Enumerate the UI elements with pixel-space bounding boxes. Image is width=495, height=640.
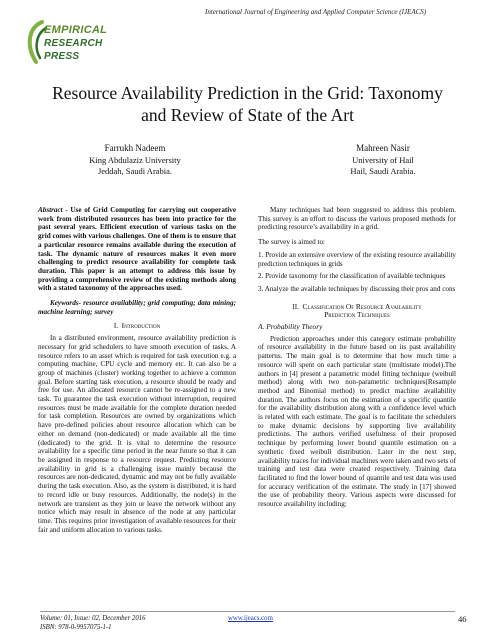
survey-intro: Many techniques had been suggested to address this problem. This survey is an effort to discuss the various proposed methods for predicting resource’s availability in a grid.: [258, 206, 456, 232]
journal-header: International Journal of Engineering and Applied Computer Science (IJEACS): [205, 8, 427, 16]
author-2: [318, 143, 448, 178]
section-2-title-line-1: Classification Of Resource Availability: [302, 301, 422, 311]
author-affiliation: University of Hail: [352, 154, 414, 165]
author-location: Jeddah, Saudi Arabia.: [97, 166, 173, 176]
section-1-title: Introduction: [121, 321, 161, 331]
keywords: [38, 299, 236, 316]
author-location: Hail, Saudi Arabia.: [350, 166, 416, 176]
left-column: [38, 206, 236, 534]
keywords-label: Keywords-: [50, 299, 81, 308]
logo-line-2: RESEARCH: [44, 38, 103, 49]
survey-aim-label: The survey is aimed to:: [258, 238, 326, 247]
abstract-text: - Use of Grid Computing for carrying out cooperative work from distributed resources has been into practice for the past several years. Efficient execution of various tasks on the grid comes with various challenges. One of them is to ensure that a particular resource remains available during the execution of task. The dynamic nature of resources makes it even more challenging to predict resource availability for complete task duration. This paper is an attempt to address this issue by providing a comprehensive review of the existing methods along with a stated taxonomy of the approaches used.: [38, 206, 236, 293]
footer-isbn: ISBN: 978-0-9957075-1-1: [40, 623, 112, 631]
paper-title: Resource Availability Prediction in the Grid: Taxonomy and Review of State of the Art: [52, 83, 443, 125]
survey-aim-2: 2. Provide taxonomy for the classification of available techniques: [258, 272, 446, 281]
survey-aim-3: 3. Analyze the available techniques by discussing their pros and cons: [258, 284, 456, 293]
abstract: [38, 206, 236, 293]
section-1-number: I.: [113, 322, 119, 331]
footer-volume: Volume: 01, Issue: 02, December 2016: [40, 615, 146, 622]
logo-line-3: PRESS: [44, 51, 80, 62]
footer-divider: [40, 611, 455, 612]
section-1-paragraph: In a distributed environment, resource availability prediction is necessary for grid schedulers to have smooth execution of tasks. A resource refers to an asset which is required for task execution e.g. a computing machine, CPU cycle and memory etc. It can also be a group of machines (cluster) working together to achieve a common goal. Before starting task execution, a resource should be ready and free for use. An allocated resource cannot be re-assigned to a new task. To guarantee the task execution without interruption, required resources must be made available for the complete duration needed for task completion. Resources are owned by organizations which have pre-defined policies about resource allocation which can be either on demand (non-dedicated) or made available all the time (dedicated) to the grid. It is vital to determine the resource availability for a specific time period in the near future so that it can be assigned in response to a resource request. Predicting resource availability in grid is a challenging issue mainly because the resources are non-dedicated, dynamic and may not be fully available during the task execution. Also, as the system is distributed, it is hard to record idle or busy resources. Additionally, the node(s) in the network are transient as they join or leave the network without any notice which may result in absence of the node at any particular time. This requires prior investigation of available resources for their fair and uniform allocation to various tasks.: [38, 334, 236, 534]
section-2-paragraph: Prediction approaches under this category estimate probability of resource availability in the future based on its past availability patterns. The main goal is to determine that how much time a resource will spent on each particular state (multistate model).The authors in [4] present a parametric model fitting technique (weibull method) along with two non-parametric techniques(Resample method and Binomial method) to predict machine availability duration. The authors focus on the estimation of a specific quantile for the availability distribution along with a confidence level which is related with each estimate. The goal is to facilitate the schedulers to make dynamic decisions by supporting live availability predictions. The authors verified usefulness of their proposed technique by performing lower bound quantile estimation on a synthetic fixed weibull distribution. Later in the next step, availability traces for individual machines were taken and two sets of training and test data were created respectively. Training data facilitated to find the lower bound of quantile and test data was used for accuracy verification of the estimate. The study in [17] showed the use of probability theory. Various aspects were discussed for resource availability including:: [258, 334, 456, 509]
author-name: Farrukh Nadeem: [104, 143, 166, 153]
journal-website-link[interactable]: www.ijeacs.com: [228, 615, 273, 622]
author-affiliation: King Abdulaziz University: [89, 154, 181, 165]
author-name: Mahreen Nasir: [356, 143, 410, 153]
author-1: [70, 143, 200, 178]
abstract-label: Abstract: [38, 206, 63, 214]
section-2-heading: [258, 303, 456, 320]
subsection-heading: A. Probability Theory: [258, 322, 323, 332]
footer-info: [40, 615, 146, 632]
section-1-heading: [38, 322, 236, 331]
logo-line-1: EMPIRICAL: [44, 24, 108, 36]
page-number: 46: [458, 614, 467, 624]
section-2-number: II.: [292, 302, 299, 311]
section-2-title-line-2: Prediction Techniques: [324, 310, 390, 320]
publisher-logo: [22, 18, 132, 68]
right-column: [258, 206, 456, 509]
keywords-text: resource availability; grid computing; data mining; machine learning; survey: [38, 299, 236, 316]
survey-aim-1: 1. Provide an extensive overview of the existing resource availability prediction techniques in grids: [258, 250, 456, 268]
